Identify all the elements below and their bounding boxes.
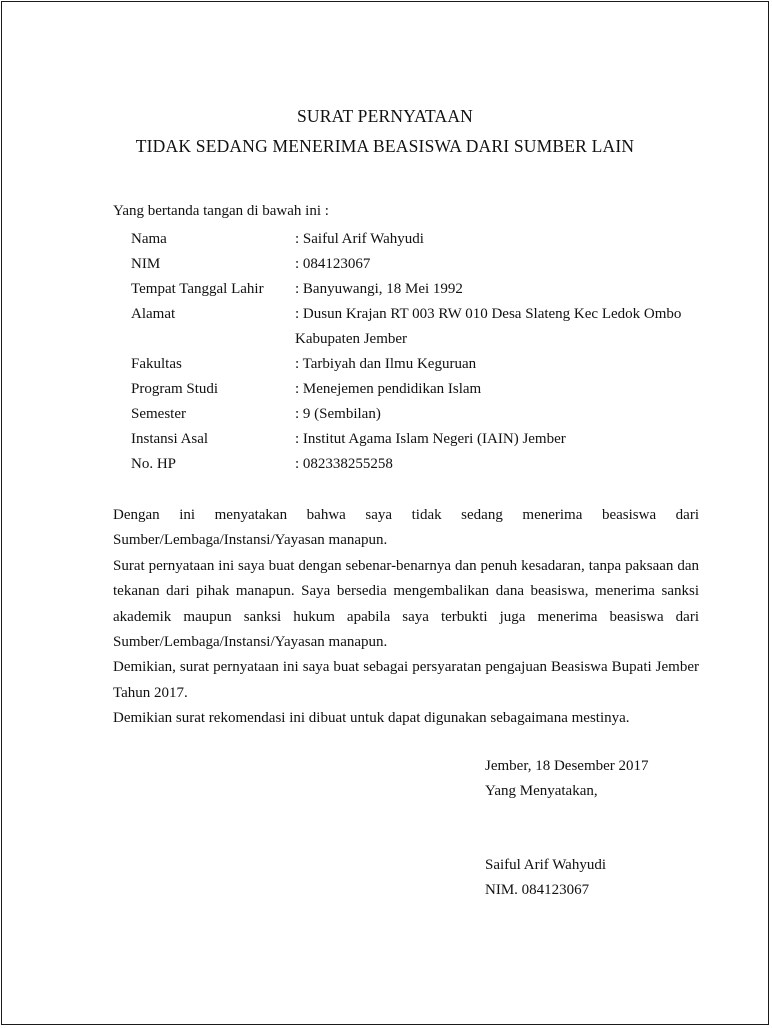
document-subtitle: TIDAK SEDANG MENERIMA BEASISWA DARI SUMBER LAIN xyxy=(135,136,635,156)
place-date: Jember, 18 Desember 2017 xyxy=(485,758,649,774)
document-title: SURAT PERNYATAAN xyxy=(296,106,474,126)
statement-paragraph: Demikian surat rekomendasi ini dibuat untuk dapat digunakan sebagaimana mestinya. xyxy=(113,710,630,727)
statement-paragraph: Demikian, surat pernyataan ini saya buat sebagai persyaratan pengajuan Beasiswa Bupati Jember Tahun 2017. xyxy=(113,659,699,701)
field-value: : 082338255258 xyxy=(295,456,393,472)
identity-fields xyxy=(131,227,711,477)
field-row-program-studi xyxy=(131,377,711,402)
field-value: : Tarbiyah dan Ilmu Keguruan xyxy=(295,356,477,372)
field-row-tempat-tanggal-lahir xyxy=(131,277,711,302)
field-label: Fakultas xyxy=(131,356,182,372)
field-value: : Banyuwangi, 18 Mei 1992 xyxy=(295,281,463,297)
signatory-name: Saiful Arif Wahyudi xyxy=(485,857,607,873)
signature-footer xyxy=(485,853,606,903)
signatory-nim: NIM. 084123067 xyxy=(485,882,590,898)
field-row-no-hp xyxy=(131,452,711,477)
document-page xyxy=(1,1,769,1025)
field-row-semester xyxy=(131,402,711,427)
statement-body xyxy=(113,503,699,732)
field-label: Semester xyxy=(131,406,186,422)
field-row-fakultas xyxy=(131,352,711,377)
field-label: Alamat xyxy=(131,306,176,322)
field-value: : Institut Agama Islam Negeri (IAIN) Jember xyxy=(295,431,566,447)
field-label: Program Studi xyxy=(131,381,219,397)
field-row-alamat xyxy=(131,302,711,352)
field-row-nama xyxy=(131,227,711,252)
field-label: Tempat Tanggal Lahir xyxy=(131,281,264,297)
field-row-nim xyxy=(131,252,711,277)
signatory-role: Yang Menyatakan, xyxy=(485,783,598,799)
field-value: : Dusun Krajan RT 003 RW 010 Desa Slateng Kec Ledok Ombo Kabupaten Jember xyxy=(295,306,682,347)
field-value: : 084123067 xyxy=(295,256,371,272)
field-value: : Menejemen pendidikan Islam xyxy=(295,381,482,397)
signature-header xyxy=(485,754,649,804)
field-label: No. HP xyxy=(131,456,177,472)
statement-paragraph: Surat pernyataan ini saya buat dengan sebenar-benarnya dan penuh kesadaran, tanpa paksaan dan tekanan dari pihak manapun. Saya bersedia mengembalikan dana beasiswa, menerima sanksi akademik maupun sanksi hukum apabila saya terbukti juga menerima beasiswa dari Sumber/Lembaga/Instansi/Yayasan manapun. xyxy=(113,557,699,651)
field-label: Nama xyxy=(131,231,167,247)
field-value: : 9 (Sembilan) xyxy=(295,406,381,422)
intro-text: Yang bertanda tangan di bawah ini : xyxy=(113,203,329,219)
field-label: NIM xyxy=(131,256,161,272)
field-row-instansi-asal xyxy=(131,427,711,452)
field-value: : Saiful Arif Wahyudi xyxy=(295,231,424,247)
statement-paragraph: Dengan ini menyatakan bahwa saya tidak sedang menerima beasiswa dari Sumber/Lembaga/Instansi/Yayasan manapun. xyxy=(113,507,699,549)
field-label: Instansi Asal xyxy=(131,431,209,447)
